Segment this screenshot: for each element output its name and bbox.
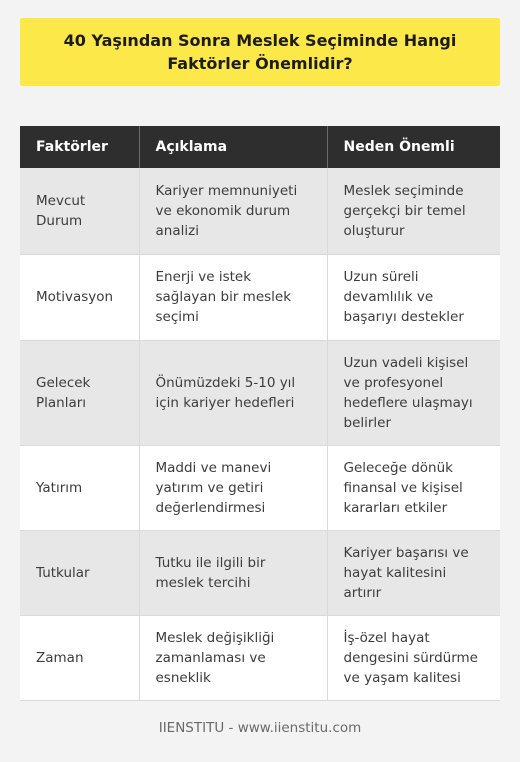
description-cell: Maddi ve manevi yatırım ve getiri değerlendirmesi (139, 445, 327, 530)
description-cell: Enerji ve istek sağlayan bir meslek seçimi (139, 254, 327, 340)
factor-cell: Gelecek Planları (20, 340, 139, 445)
column-header-description: Açıklama (139, 126, 327, 168)
factor-cell: Tutkular (20, 530, 139, 615)
table-row (20, 340, 500, 445)
table-row (20, 530, 500, 615)
factor-cell: Yatırım (20, 445, 139, 530)
factor-cell: Zaman (20, 615, 139, 700)
table-row (20, 168, 500, 254)
importance-cell: Uzun vadeli kişisel ve profesyonel hedeflere ulaşmayı belirler (327, 340, 500, 445)
table-row (20, 615, 500, 700)
importance-cell: İş-özel hayat dengesini sürdürme ve yaşam kalitesi (327, 615, 500, 700)
factors-table (20, 126, 500, 701)
table-header-row (20, 126, 500, 168)
column-header-factors: Faktörler (20, 126, 139, 168)
description-cell: Tutku ile ilgili bir meslek tercihi (139, 530, 327, 615)
description-cell: Kariyer memnuniyeti ve ekonomik durum analizi (139, 168, 327, 254)
factor-cell: Mevcut Durum (20, 168, 139, 254)
page-title: 40 Yaşından Sonra Meslek Seçiminde Hangi Faktörler Önemlidir? (63, 31, 457, 73)
importance-cell: Uzun süreli devamlılık ve başarıyı destekler (327, 254, 500, 340)
importance-cell: Kariyer başarısı ve hayat kalitesini artırır (327, 530, 500, 615)
column-header-importance: Neden Önemli (327, 126, 500, 168)
title-banner (20, 18, 500, 86)
table-row (20, 254, 500, 340)
description-cell: Önümüzdeki 5-10 yıl için kariyer hedefleri (139, 340, 327, 445)
importance-cell: Meslek seçiminde gerçekçi bir temel oluşturur (327, 168, 500, 254)
table-row (20, 445, 500, 530)
footer-source: IIENSTITU - www.iienstitu.com (158, 720, 362, 736)
importance-cell: Geleceğe dönük finansal ve kişisel kararları etkiler (327, 445, 500, 530)
factor-cell: Motivasyon (20, 254, 139, 340)
description-cell: Meslek değişikliği zamanlaması ve esneklik (139, 615, 327, 700)
